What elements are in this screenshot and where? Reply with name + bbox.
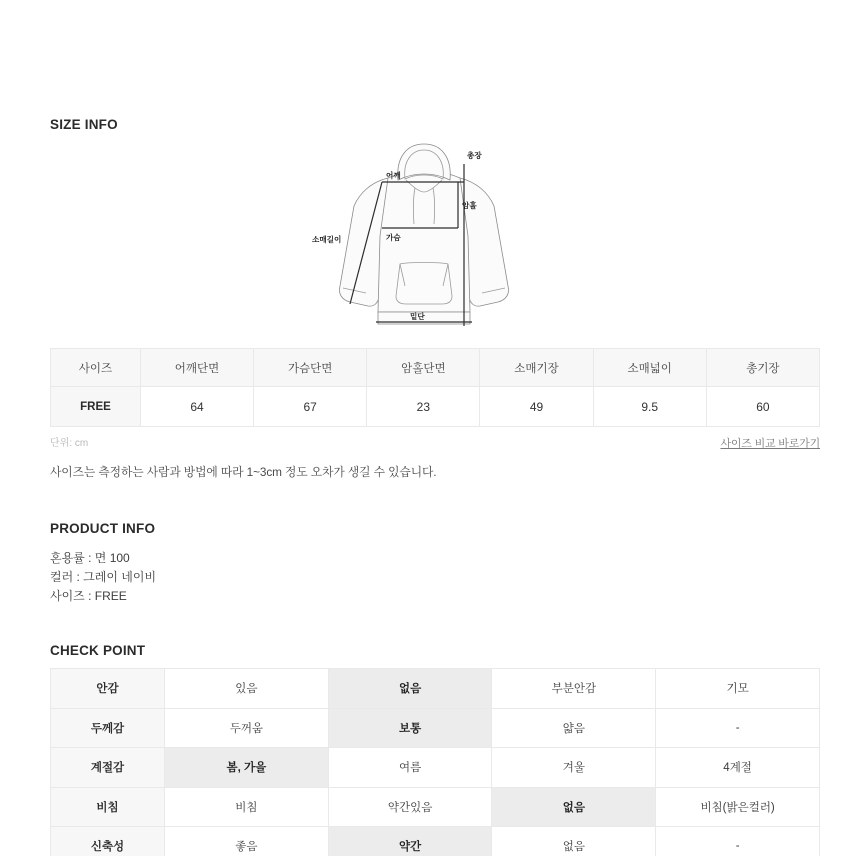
size-col-header-0: 사이즈 [51, 349, 141, 387]
size-cell-total-length: 60 [706, 387, 819, 427]
check-row-label-lining: 안감 [51, 669, 165, 709]
check-row-label-elasticity: 신축성 [51, 827, 165, 856]
size-col-header-1: 어깨단면 [140, 349, 253, 387]
check-option-elasticity-0[interactable]: 좋음 [165, 827, 329, 856]
check-option-lining-1[interactable]: 없음 [328, 669, 492, 709]
check-option-season-3[interactable]: 4계절 [656, 748, 820, 788]
check-option-thickness-1[interactable]: 보통 [328, 708, 492, 748]
check-option-lining-2[interactable]: 부분안감 [492, 669, 656, 709]
check-point-heading: CHECK POINT [50, 643, 146, 658]
size-col-header-6: 총기장 [706, 349, 819, 387]
check-point-table [50, 668, 820, 856]
check-option-thickness-2[interactable]: 얇음 [492, 708, 656, 748]
size-table [50, 348, 820, 427]
unit-note: 단위: cm [50, 438, 89, 449]
product-info-heading: PRODUCT INFO [50, 521, 156, 536]
size-table-header-row [51, 349, 820, 387]
check-option-sheerness-1[interactable]: 약간있음 [328, 787, 492, 827]
table-row [51, 787, 820, 827]
label-hem: 밑단 [410, 312, 425, 321]
size-cell-shoulder: 64 [140, 387, 253, 427]
check-option-season-0[interactable]: 봄, 가을 [165, 748, 329, 788]
check-option-season-2[interactable]: 겨울 [492, 748, 656, 788]
size-tolerance-note: 사이즈는 측정하는 사람과 방법에 따라 1~3cm 정도 오차가 생길 수 있습니다. [50, 465, 437, 479]
product-info-list [50, 549, 156, 606]
label-armhole: 암홀 [462, 201, 477, 210]
table-row [51, 748, 820, 788]
size-cell-armhole: 23 [367, 387, 480, 427]
product-info-material: 혼용률 : 면 100 [50, 551, 130, 565]
size-cell-sleeve-length: 49 [480, 387, 593, 427]
check-option-lining-0[interactable]: 있음 [165, 669, 329, 709]
check-row-label-season: 계절감 [51, 748, 165, 788]
check-option-elasticity-2[interactable]: 없음 [492, 827, 656, 856]
garment-measurement-diagram [310, 136, 550, 341]
size-col-header-2: 가슴단면 [254, 349, 367, 387]
size-info-heading: SIZE INFO [50, 117, 118, 132]
table-row [51, 827, 820, 856]
table-row [51, 708, 820, 748]
check-option-thickness-3[interactable]: - [656, 708, 820, 748]
size-row-label: FREE [51, 387, 141, 427]
size-col-header-5: 소매넓이 [593, 349, 706, 387]
check-option-lining-3[interactable]: 기모 [656, 669, 820, 709]
check-option-sheerness-3[interactable]: 비침(밝은컬러) [656, 787, 820, 827]
size-cell-chest: 67 [254, 387, 367, 427]
check-option-season-1[interactable]: 여름 [328, 748, 492, 788]
label-shoulder: 어깨 [386, 171, 401, 180]
label-total-length: 총장 [467, 151, 482, 160]
product-info-color: 컬러 : 그레이 네이비 [50, 570, 157, 584]
check-option-sheerness-2[interactable]: 없음 [492, 787, 656, 827]
size-col-header-3: 암홀단면 [367, 349, 480, 387]
check-option-elasticity-1[interactable]: 약간 [328, 827, 492, 856]
table-row [51, 669, 820, 709]
check-option-sheerness-0[interactable]: 비침 [165, 787, 329, 827]
size-col-header-4: 소매기장 [480, 349, 593, 387]
check-row-label-thickness: 두께감 [51, 708, 165, 748]
size-compare-link[interactable]: 사이즈 비교 바로가기 [720, 438, 820, 450]
label-chest: 가슴 [386, 233, 401, 242]
size-cell-sleeve-width: 9.5 [593, 387, 706, 427]
label-sleeve-length: 소매길이 [312, 235, 342, 244]
product-info-size: 사이즈 : FREE [50, 589, 127, 603]
check-option-thickness-0[interactable]: 두꺼움 [165, 708, 329, 748]
table-row [51, 387, 820, 427]
check-row-label-sheerness: 비침 [51, 787, 165, 827]
check-option-elasticity-3[interactable]: - [656, 827, 820, 856]
